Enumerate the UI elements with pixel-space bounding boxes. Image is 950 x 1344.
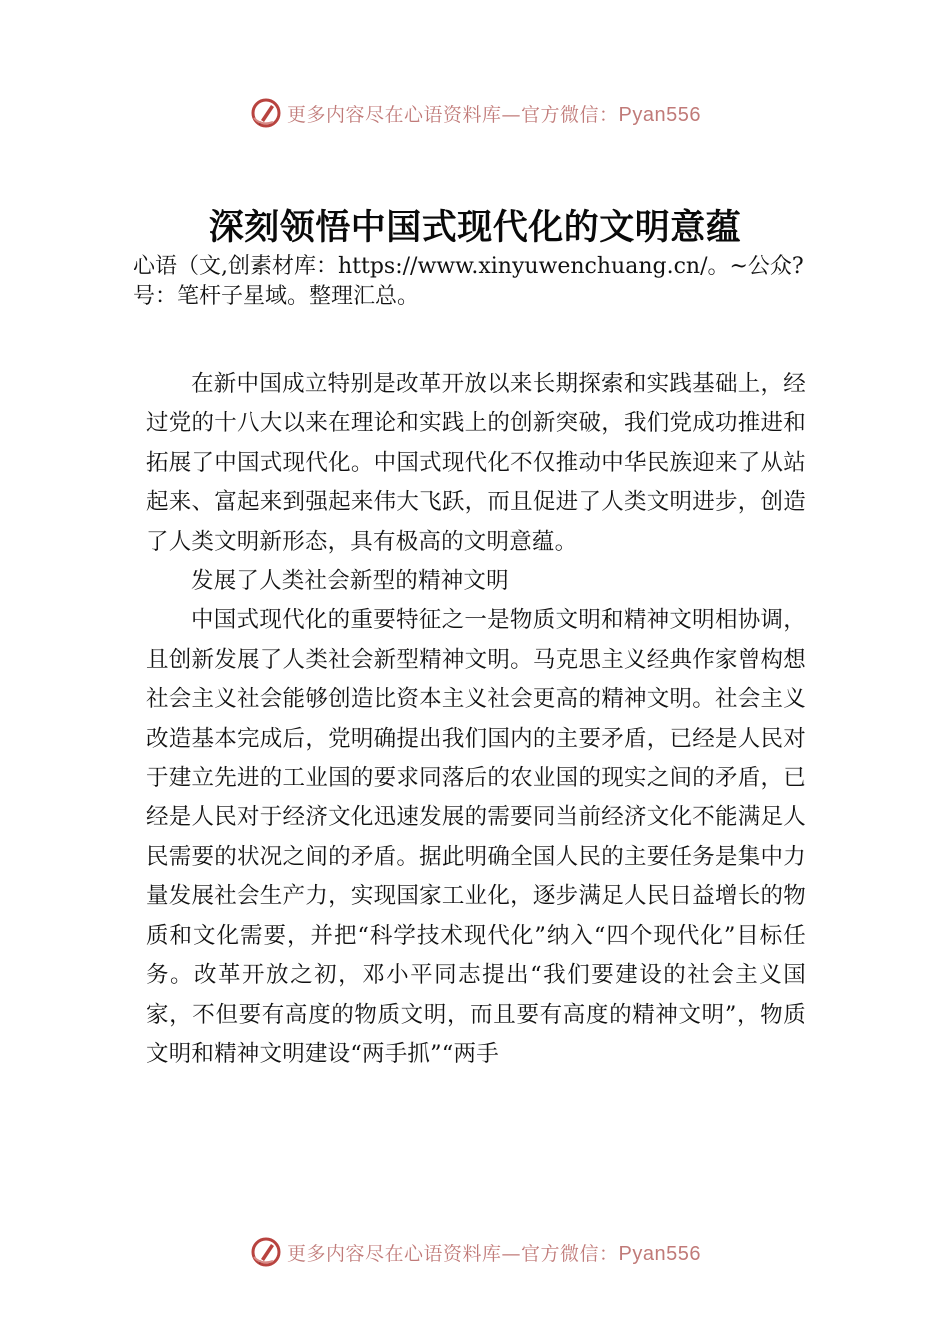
header-banner (0, 93, 950, 133)
document-title: 深刻领悟中国式现代化的文明意蕴 (208, 207, 742, 248)
footer-wechat-id: Pyan556 (618, 1242, 701, 1265)
header-banner-text: 更多内容尽在心语资料库—官方微信：Pyan556 (287, 103, 701, 126)
header-wechat-id: Pyan556 (618, 103, 701, 126)
paragraph-intro: 在新中国成立特别是改革开放以来长期探索和实践基础上，经过党的十八大以来在理论和实践上的创新突破，我们党成功推进和拓展了中国式现代化。中国式现代化不仅推动中华民族迎来了从站起来、富起来到强起来伟大飞跃，而且促进了人类文明进步，创造了人类文明新形态，具有极高的文明意蕴。 (146, 371, 806, 555)
section-heading: 发展了人类社会新型的精神文明 (191, 568, 509, 595)
pen-nib-seal-icon (249, 1235, 283, 1269)
source-line: 心语（文,创素材库：https://www.xinyuwenchuang.cn/。~公众?号：笔杆子星域。整理汇总。 (133, 254, 804, 309)
pen-nib-seal-icon (249, 96, 283, 130)
footer-banner (0, 1232, 950, 1272)
footer-banner-text: 更多内容尽在心语资料库—官方微信：Pyan556 (287, 1242, 701, 1265)
document-body (146, 365, 806, 1074)
paragraph-section-body: 中国式现代化的重要特征之一是物质文明和精神文明相协调，且创新发展了人类社会新型精神文明。马克思主义经典作家曾构想社会主义社会能够创造比资本主义社会更高的精神文明。社会主义改造基本完成后，党明确提出我们国内的主要矛盾，已经是人民对于建立先进的工业国的要求同落后的农业国的现实之间的矛盾，已经是人民对于经济文化迅速发展的需要同当前经济文化不能满足人民需要的状况之间的矛盾。据此明确全国人民的主要任务是集中力量发展社会生产力，实现国家工业化，逐步满足人民日益增长的物质和文化需要，并把“科学技术现代化”纳入“四个现代化”目标任务。改革开放之初，邓小平同志提出“我们要建设的社会主义国家，不但要有高度的物质文明，而且要有高度的精神文明”，物质文明和精神文明建设“两手抓”“两手 (146, 607, 806, 1067)
